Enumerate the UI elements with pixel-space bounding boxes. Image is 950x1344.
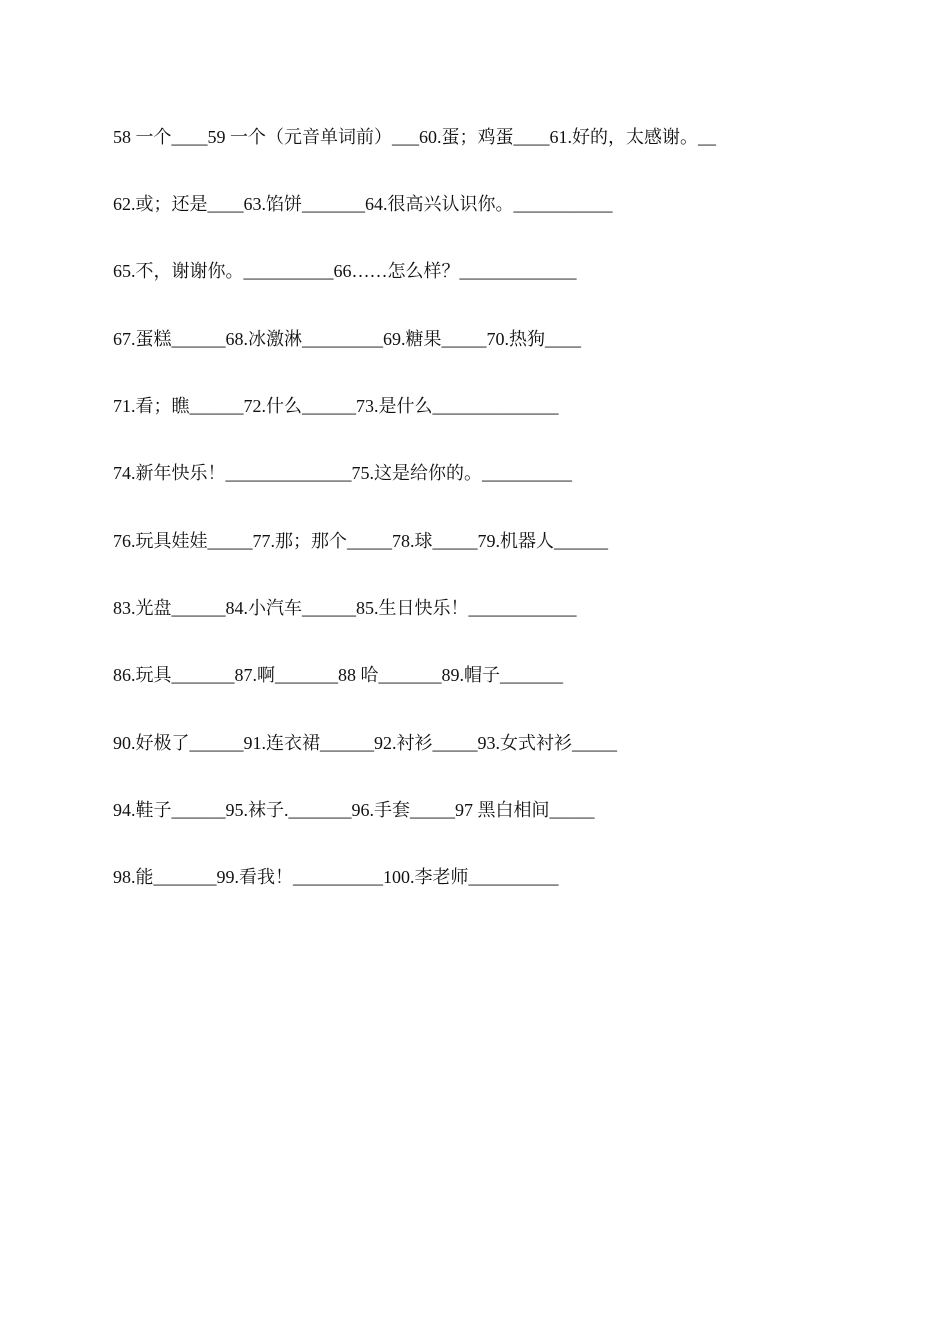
exercise-line-98-100: 98.能_______99.看我！__________100.李老师__________ <box>113 867 559 887</box>
exercise-line-62-64: 62.或；还是____63.馅饼_______64.很高兴认识你。___________ <box>113 194 613 214</box>
exercise-line-86-89: 86.玩具_______87.啊_______88 哈_______89.帽子_______ <box>113 665 563 685</box>
exercise-line-65-66: 65.不，谢谢你。__________66……怎么样？_____________ <box>113 261 577 281</box>
exercise-line-83-85: 83.光盘______84.小汽车______85.生日快乐！____________ <box>113 598 577 618</box>
exercise-line-67-70: 67.蛋糕______68.冰激淋_________69.糖果_____70.热狗____ <box>113 329 581 349</box>
exercise-line-71-73: 71.看；瞧______72.什么______73.是什么______________ <box>113 396 559 416</box>
exercise-line-90-93: 90.好极了______91.连衣裙______92.衬衫_____93.女式衬衫_____ <box>113 733 617 753</box>
exercise-line-94-97: 94.鞋子______95.袜子._______96.手套_____97 黑白相间_____ <box>113 800 595 820</box>
exercise-line-74-75: 74.新年快乐！______________75.这是给你的。__________ <box>113 463 572 483</box>
exercise-line-76-79: 76.玩具娃娃_____77.那；那个_____78.球_____79.机器人______ <box>113 531 608 551</box>
exercise-line-58-61: 58 一个____59 一个（元音单词前）___60.蛋；鸡蛋____61.好的，太感谢。__ <box>113 127 716 147</box>
